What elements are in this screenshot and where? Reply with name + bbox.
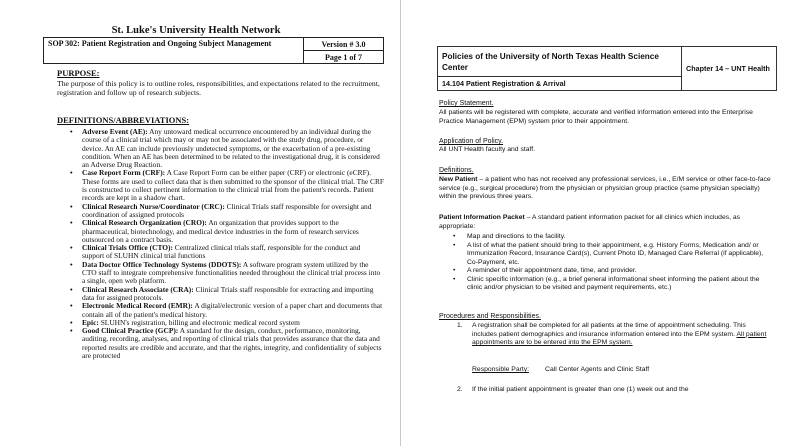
responsible-party-value: Call Center Agents and Clinic Staff (545, 366, 650, 373)
page-number: Page 1 of 7 (304, 51, 384, 64)
list-item-text: A reminder of their appointment date, time, and provider. (467, 267, 637, 274)
definition-text: Any untoward medical occurrence encountered by an individual during the course of a clinical trial which may or may not be associated with the study drug, procedure, or device. An AE can include previously undetected symptoms, or the exacerbation of a pre-existing condition. When an AE has been determined to be related to the investigational drug, it is considered an Adverse Drug Reaction. (82, 127, 380, 170)
purpose-text: The purpose of this policy is to outline roles, responsibilities, and expectations related to the recruitment, registration and follow up of research subjects. (57, 79, 380, 97)
procedures-heading: Procedures and Responsibilities. (439, 313, 541, 320)
bullet-icon: • (453, 241, 456, 249)
definition-term: Good Clinical Practice (GCP): (82, 326, 179, 336)
list-item (453, 242, 771, 268)
bullet-icon: • (70, 284, 73, 294)
policy-statement-heading: Policy Statement. (439, 100, 494, 107)
definition-item (70, 203, 384, 220)
bullet-icon: • (453, 275, 456, 283)
list-item (453, 276, 771, 293)
definition-item (70, 128, 384, 169)
definition-text: A Case Report Form can be either paper (CRF) or electronic (eCRF). These forms are used to collect data that is then submitted to the sponsor of the clinical trial. The CRF is constructed to collect pertinent information to the clinical trial from the patient's records. Patient records are kept in a shadow chart. (82, 168, 384, 203)
definition-item (70, 169, 384, 202)
bullet-icon: • (70, 218, 73, 228)
step-1-text (472, 322, 772, 348)
new-patient-term: New Patient (439, 176, 478, 183)
left-document-page (0, 0, 392, 446)
bullet-icon: • (453, 233, 456, 240)
definition-text: SLUHN's registration, billing and electronic medical record system (98, 317, 300, 327)
purpose-heading: PURPOSE: (57, 68, 100, 78)
bullet-icon: • (70, 243, 73, 253)
packet-items-list (453, 233, 771, 293)
list-item (453, 267, 771, 276)
bullet-icon: • (70, 301, 73, 311)
policy-title: Policies of the University of North Texas Health Science Center (438, 47, 682, 77)
bullet-icon: • (70, 201, 73, 211)
definition-text: A software program system utilized by the CTO staff to integrate comprehensive functionalities needed throughout the clinical trial process into a single, open web platform. (82, 259, 381, 286)
application-text: All UNT Health faculty and staff. (439, 146, 536, 153)
definition-text: An organization that provides support to the pharmaceutical, biotechnology, and medical device industries in the form of research services outsourced on a contract basis. (82, 218, 359, 244)
step-2-text: If the initial patient appointment is greater than one (1) week out and the (472, 386, 689, 393)
definition-item (70, 219, 384, 244)
list-item-text: Map and directions to the facility. (467, 233, 566, 240)
step-1-number: 1. (457, 322, 463, 329)
definition-text: Centralized clinical trials staff, responsible for the conduct and support of SLUHN clinical trial functions (82, 243, 361, 261)
bullet-icon: • (70, 259, 73, 269)
definition-item (70, 261, 384, 286)
sop-title: SOP 302: Patient Registration and Ongoing Subject Management (44, 38, 304, 64)
bullet-icon: • (70, 317, 73, 327)
policy-statement-text: All patients will be registered with complete, accurate and verified information entered into the Enterprise Practice Management (EPM) system prior to their appointment. (439, 109, 753, 125)
step-1-body: A registration shall be completed for all patients at the time of appointment scheduling. This includes patient demographics and insurance information entered into the EPM system. (472, 322, 746, 338)
policy-header-table (437, 46, 777, 91)
definition-term: Adverse Event (AE): (82, 127, 148, 136)
packet-term: Patient Information Packet (439, 214, 525, 221)
new-patient-definition (439, 176, 774, 202)
version-number: Version # 3.0 (304, 38, 384, 51)
policy-subtitle: 14.104 Patient Registration & Arrival (438, 77, 682, 91)
page-divider (400, 0, 401, 446)
list-item-text: A list of what the patient should bring to their appointment, e.g. History Forms, Medication and/ or Immunization Record, Insurance Card(s), Current Photo ID, Managed Care Referral (if applicable), Co-Payment, etc. (467, 241, 764, 266)
new-patient-text: – a patient who has not received any professional services, i.e., E/M service or other face-to-face service (e.g., surgical procedure) from the physician or physician group practice (same physician specialty) within the previous three years. (439, 176, 771, 201)
responsible-party-label: Responsible Party: (472, 366, 530, 373)
right-document-page (410, 0, 793, 446)
definitions-list (70, 128, 384, 360)
definition-term: Clinical Research Organization (CRO): (82, 218, 207, 228)
definition-term: Data Doctor Office Technology Systems (DDOTS): (82, 259, 242, 269)
definition-text: Clinical Trials staff responsible for oversight and coordination of assigned protocols (82, 201, 372, 219)
sop-header-table (43, 37, 384, 64)
application-heading: Application of Policy. (439, 138, 504, 145)
definition-term: Epic: (82, 317, 99, 327)
definition-text: Clinical Trials staff responsible for extracting and importing data for assigned protocols. (82, 284, 374, 302)
definition-term: Case Report Form (CRF): (82, 168, 166, 178)
list-item-text: Clinic specific information (e.g., a brief general informational sheet informing the patient about the clinic and/or physician to be visited and payment requirements, etc.) (467, 275, 760, 291)
definition-term: Clinical Research Associate (CRA): (82, 284, 194, 294)
responsible-party (472, 366, 649, 373)
bullet-icon: • (70, 168, 73, 178)
definition-text: A digital/electronic version of a paper chart and documents that contain all of the patient's medical history. (82, 301, 383, 319)
definitions-heading: DEFINITIONS/ABBREVIATIONS: (57, 115, 190, 125)
definition-item (70, 327, 384, 360)
definition-text: A standard for the design, conduct, performance, monitoring, auditing, recording, analyses, and reporting of clinical trials that provides assurance that the data and reported results are credible and accurate, and that the rights, integrity, and confidentiality of subjects are protected (82, 326, 382, 361)
step-1-underlined: All patient appointments are to be entered into the EPM system. (472, 330, 767, 347)
bullet-icon: • (70, 326, 73, 336)
definition-item (70, 286, 384, 303)
definition-term: Electronic Medical Record (EMR): (82, 301, 193, 311)
definition-item (70, 244, 384, 261)
list-item (453, 233, 771, 242)
definitions-heading-right: Definitions. (439, 167, 474, 174)
packet-text: – A standard patient information packet for all clinics which includes, as appropriate: (439, 214, 741, 230)
bullet-icon: • (70, 127, 73, 136)
step-2-number: 2. (457, 386, 463, 393)
definition-term: Clinical Research Nurse/Coordinator (CRC): (82, 201, 225, 211)
chapter-label: Chapter 14 – UNT Health (682, 47, 777, 91)
bullet-icon: • (453, 267, 456, 274)
packet-definition (439, 214, 774, 231)
definition-item (70, 302, 384, 319)
organization-name: St. Luke's University Health Network (111, 25, 281, 36)
definition-term: Clinical Trials Office (CTO): (82, 243, 173, 253)
